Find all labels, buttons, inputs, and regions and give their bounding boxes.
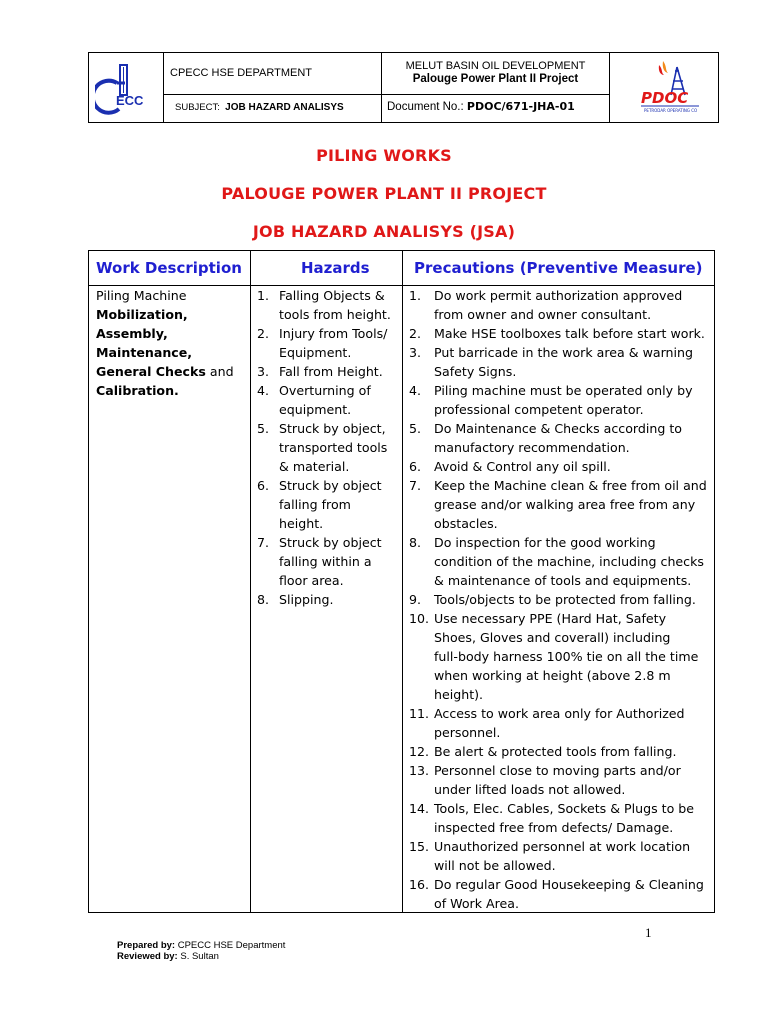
precaution-item — [409, 286, 707, 324]
hazard-item — [257, 476, 391, 533]
hazard-item-text: Injury from Tools/ — [279, 326, 388, 341]
hazard-item-text: falling within a — [279, 554, 372, 569]
precaution-item-text: Keep the Machine clean & free from oil and — [434, 478, 707, 493]
precaution-item-text: from owner and owner consultant. — [434, 307, 652, 322]
precaution-item-number: 5. — [409, 421, 422, 436]
svg-text:PETRODAR OPERATING CO: PETRODAR OPERATING CO — [644, 108, 698, 113]
precaution-item — [409, 799, 707, 837]
precaution-item-number: 9. — [409, 592, 422, 607]
precaution-item-text: grease and/or walking area free from any — [434, 497, 696, 512]
hazard-item-number: 7. — [257, 535, 270, 550]
title-project: PALOUGE POWER PLANT II PROJECT — [221, 184, 547, 203]
hazard-item-number: 3. — [257, 364, 270, 379]
hazard-item-text: Equipment. — [279, 345, 352, 360]
precaution-item-number: 1. — [409, 288, 422, 303]
precaution-item-text: Use necessary PPE (Hard Hat, Safety — [434, 611, 667, 626]
precaution-item-text: Put barricade in the work area & warning — [434, 345, 694, 360]
hazard-item-text: Struck by object, — [279, 421, 386, 436]
page-number: 1 — [645, 925, 652, 940]
hazard-item-text: transported tools — [279, 440, 388, 455]
precaution-item-text: Do regular Good Housekeeping & Cleaning — [434, 877, 704, 892]
work-line: Maintenance, — [96, 345, 193, 360]
document-header — [88, 52, 719, 123]
subject-label: SUBJECT: JOB HAZARD ANALISYS — [175, 102, 344, 113]
hazard-item — [257, 533, 391, 590]
precaution-item-text: Tools/objects to be protected from falling. — [434, 592, 696, 607]
header-divider — [163, 94, 609, 95]
hazard-item-text: & material. — [279, 459, 350, 474]
precaution-item-text: Safety Signs. — [434, 364, 517, 379]
title-piling-works: PILING WORKS — [316, 146, 452, 165]
hazard-item-text: height. — [279, 516, 324, 531]
hazard-item-number: 8. — [257, 592, 270, 607]
precaution-item-text: Do Maintenance & Checks according to — [434, 421, 682, 436]
hazard-item-text: equipment. — [279, 402, 352, 417]
precaution-item-text: Do work permit authorization approved — [434, 288, 683, 303]
precaution-item-text: full-body harness 100% tie on all the time — [434, 649, 699, 664]
work-line: Assembly, — [96, 326, 168, 341]
precaution-item-text: height). — [434, 687, 484, 702]
precaution-item-number: 14. — [409, 801, 430, 816]
precaution-item-text: under lifted loads not allowed. — [434, 782, 626, 797]
precautions-cell — [409, 286, 707, 913]
reviewed-by-label: Reviewed by: — [117, 951, 178, 962]
hazard-item — [257, 590, 391, 609]
hazard-item-text: Slipping. — [279, 592, 334, 607]
hazard-item — [257, 381, 391, 419]
precaution-item-text: Unauthorized personnel at work location — [434, 839, 691, 854]
precaution-item-number: 15. — [409, 839, 430, 854]
work-line: and — [205, 364, 234, 379]
org-name: MELUT BASIN OIL DEVELOPMENT — [405, 60, 586, 72]
precaution-item — [409, 533, 707, 590]
work-line: General Checks — [96, 364, 206, 379]
svg-text:ECC: ECC — [116, 93, 144, 108]
document-number: Document No.: PDOC/671-JHA-01 — [387, 100, 575, 113]
table-divider — [402, 251, 403, 912]
precaution-item-text: manufactory recommendation. — [434, 440, 630, 455]
title-jsa: JOB HAZARD ANALISYS (JSA) — [252, 222, 516, 241]
hazard-item — [257, 362, 391, 381]
precaution-item-number: 4. — [409, 383, 422, 398]
precaution-item-number: 8. — [409, 535, 422, 550]
precaution-item-number: 10. — [409, 611, 430, 626]
precaution-item-text: & maintenance of tools and equipments. — [434, 573, 692, 588]
hazard-item-number: 1. — [257, 288, 270, 303]
precaution-item-text: obstacles. — [434, 516, 498, 531]
hazard-item — [257, 419, 391, 476]
header-divider — [609, 53, 610, 122]
precaution-item-text: professional competent operator. — [434, 402, 644, 417]
precaution-item — [409, 761, 707, 799]
precaution-item — [409, 457, 707, 476]
pdoc-logo — [637, 59, 711, 117]
work-description-cell — [96, 286, 234, 400]
hazard-item-text: Struck by object — [279, 535, 382, 550]
hazard-item-text: tools from height. — [279, 307, 391, 322]
precaution-item-text: Shoes, Gloves and coverall) including — [434, 630, 671, 645]
hazard-item-text: Falling Objects & — [279, 288, 385, 303]
precaution-item — [409, 343, 707, 381]
precaution-item-text: Do inspection for the good working — [434, 535, 656, 550]
department-label: CPECC HSE DEPARTMENT — [170, 67, 313, 79]
precaution-item-text: Avoid & Control any oil spill. — [434, 459, 611, 474]
prepared-by-label: Prepared by: — [117, 940, 176, 951]
svg-text:PDOC: PDOC — [641, 89, 689, 107]
hazard-item-number: 5. — [257, 421, 270, 436]
header-precautions: Precautions (Preventive Measure) — [414, 259, 703, 277]
precaution-item — [409, 875, 707, 913]
table-divider — [250, 251, 251, 912]
header-divider — [163, 53, 164, 122]
precaution-item-text: Tools, Elec. Cables, Sockets & Plugs to be — [434, 801, 695, 816]
work-line: Mobilization, — [96, 307, 188, 322]
precaution-item — [409, 590, 707, 609]
prepared-by-value: CPECC HSE Department — [175, 940, 286, 951]
precaution-item-number: 13. — [409, 763, 430, 778]
precaution-item-number: 7. — [409, 478, 422, 493]
hazard-item — [257, 286, 391, 324]
precaution-item-number: 2. — [409, 326, 422, 341]
work-line: Piling Machine — [96, 288, 187, 303]
precaution-item-number: 3. — [409, 345, 422, 360]
precaution-item-text: Be alert & protected tools from falling. — [434, 744, 677, 759]
precaution-item-text: of Work Area. — [434, 896, 520, 911]
hazard-item-text: Overturning of — [279, 383, 371, 398]
precaution-item-text: condition of the machine, including checks — [434, 554, 704, 569]
precaution-item-text: Piling machine must be operated only by — [434, 383, 693, 398]
project-name: Palouge Power Plant II Project — [412, 73, 579, 85]
hazard-item-text: falling from — [279, 497, 351, 512]
precaution-item — [409, 324, 707, 343]
precaution-item-number: 6. — [409, 459, 422, 474]
precaution-item-text: when working at height (above 2.8 m — [434, 668, 671, 683]
precaution-item — [409, 742, 707, 761]
precaution-item — [409, 381, 707, 419]
work-line: Calibration. — [96, 383, 179, 398]
precaution-item — [409, 609, 707, 704]
hazard-item-text: floor area. — [279, 573, 344, 588]
precaution-item-text: will not be allowed. — [434, 858, 556, 873]
hazard-item-text: Fall from Height. — [279, 364, 383, 379]
footer — [117, 940, 285, 962]
header-hazards: Hazards — [301, 259, 370, 277]
precaution-item-text: Personnel close to moving parts and/or — [434, 763, 681, 778]
precaution-item — [409, 837, 707, 875]
precaution-item-text: personnel. — [434, 725, 501, 740]
precaution-item-number: 12. — [409, 744, 430, 759]
reviewed-by-value: S. Sultan — [177, 951, 219, 962]
hazard-item-number: 6. — [257, 478, 270, 493]
hazards-cell — [257, 286, 391, 609]
jsa-table — [88, 250, 715, 913]
precaution-item-text: inspected free from defects/ Damage. — [434, 820, 674, 835]
precaution-item-text: Make HSE toolboxes talk before start work. — [434, 326, 705, 341]
precaution-item — [409, 419, 707, 457]
hazard-item — [257, 324, 391, 362]
hazard-item-number: 4. — [257, 383, 270, 398]
hazard-item-text: Struck by object — [279, 478, 382, 493]
cpecc-logo — [95, 61, 157, 115]
precaution-item-number: 16. — [409, 877, 430, 892]
hazard-item-number: 2. — [257, 326, 270, 341]
precaution-item-number: 11. — [409, 706, 430, 721]
header-work-description: Work Description — [96, 259, 242, 277]
precaution-item — [409, 704, 707, 742]
precaution-item-text: Access to work area only for Authorized — [434, 706, 685, 721]
precaution-item — [409, 476, 707, 533]
